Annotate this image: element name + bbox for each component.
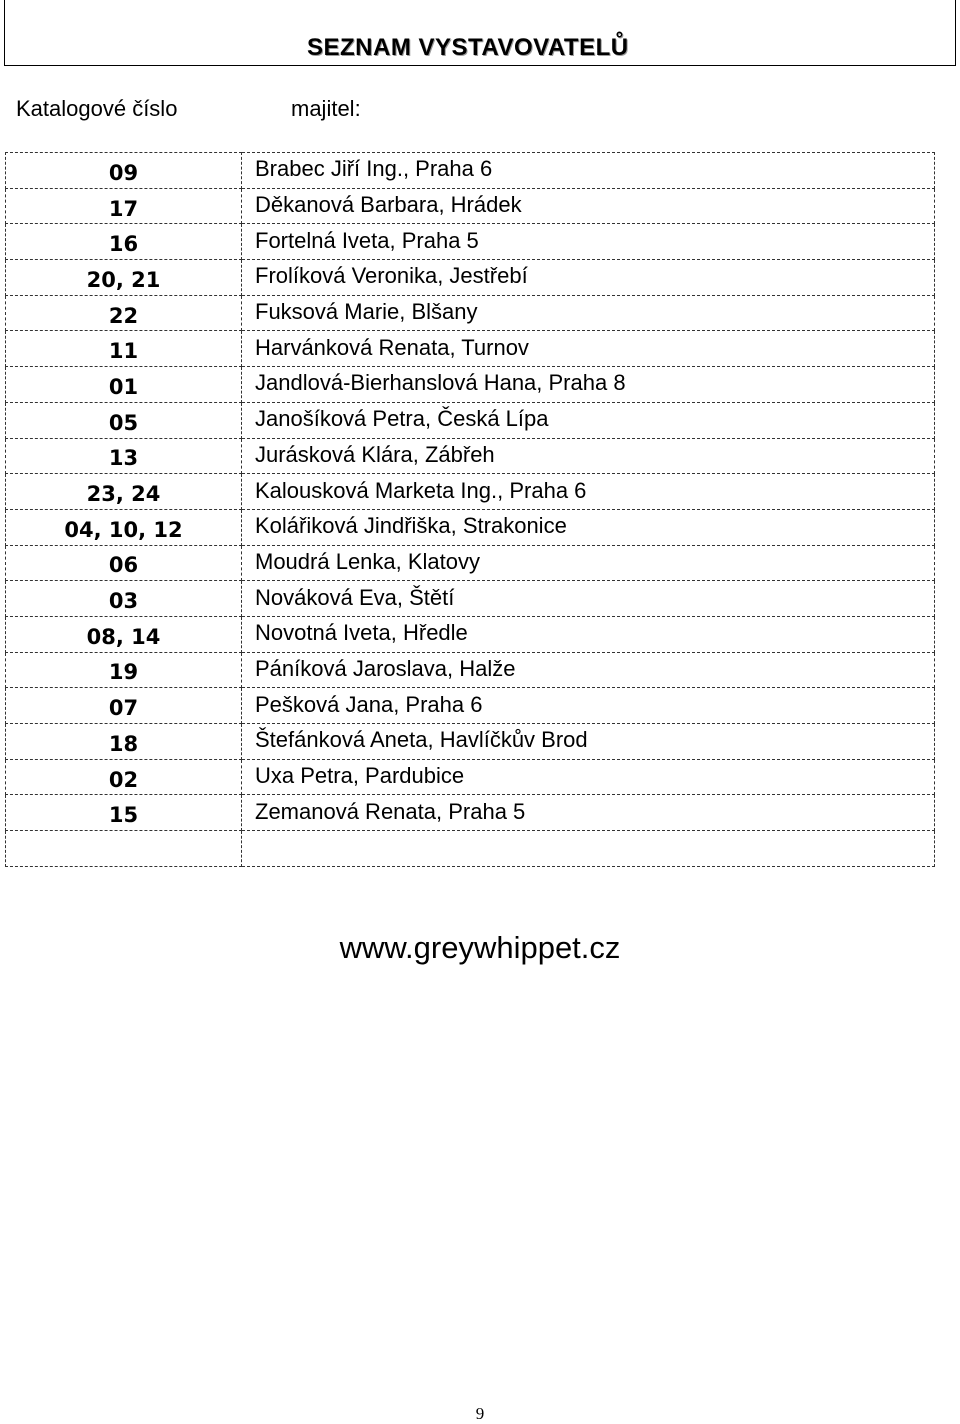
catalog-number-cell: 06 <box>6 545 242 581</box>
owner-cell: Jandlová-Bierhanslová Hana, Praha 8 <box>242 367 935 403</box>
catalog-number-cell: 22 <box>6 295 242 331</box>
table-row <box>6 224 935 260</box>
table-row <box>6 581 935 617</box>
owner-cell: Brabec Jiří Ing., Praha 6 <box>242 153 935 189</box>
owner-cell: Moudrá Lenka, Klatovy <box>242 545 935 581</box>
catalog-number-cell: 19 <box>6 652 242 688</box>
owner-cell: Kolářiková Jindřiška, Strakonice <box>242 509 935 545</box>
catalog-number-cell: 01 <box>6 367 242 403</box>
catalog-number-cell: 09 <box>6 153 242 189</box>
catalog-number-cell: 05 <box>6 402 242 438</box>
owner-cell: Jurásková Klára, Zábřeh <box>242 438 935 474</box>
website-url: www.greywhippet.cz <box>339 930 621 965</box>
table-row <box>6 724 935 760</box>
table-row <box>6 367 935 403</box>
page-title: SEZNAM VYSTAVOVATELŮ <box>307 34 629 61</box>
table-row <box>6 188 935 224</box>
empty-cell <box>6 831 242 867</box>
header-catalog-number: Katalogové číslo <box>16 96 178 121</box>
owner-cell: Fuksová Marie, Blšany <box>242 295 935 331</box>
table-row <box>6 260 935 296</box>
catalog-number-cell: 02 <box>6 759 242 795</box>
empty-table-row <box>6 831 935 867</box>
owner-cell: Děkanová Barbara, Hrádek <box>242 188 935 224</box>
exhibitor-table-body <box>6 153 935 867</box>
catalog-number-cell: 13 <box>6 438 242 474</box>
exhibitor-table <box>5 152 935 867</box>
catalog-number-cell: 03 <box>6 581 242 617</box>
catalog-number-cell: 15 <box>6 795 242 831</box>
table-row <box>6 438 935 474</box>
header-owner: majitel: <box>291 96 361 121</box>
table-row <box>6 616 935 652</box>
catalog-number-cell: 04, 10, 12 <box>6 509 242 545</box>
catalog-number-cell: 07 <box>6 688 242 724</box>
table-row <box>6 688 935 724</box>
catalog-number-cell: 16 <box>6 224 242 260</box>
empty-cell <box>242 831 935 867</box>
table-row <box>6 545 935 581</box>
owner-cell: Uxa Petra, Pardubice <box>242 759 935 795</box>
owner-cell: Páníková Jaroslava, Halže <box>242 652 935 688</box>
page-number: 9 <box>475 1404 485 1423</box>
table-row <box>6 402 935 438</box>
table-row <box>6 474 935 510</box>
table-row <box>6 331 935 367</box>
owner-cell: Frolíková Veronika, Jestřebí <box>242 260 935 296</box>
catalog-number-cell: 08, 14 <box>6 616 242 652</box>
table-row <box>6 759 935 795</box>
table-row <box>6 295 935 331</box>
owner-cell: Fortelná Iveta, Praha 5 <box>242 224 935 260</box>
catalog-number-cell: 11 <box>6 331 242 367</box>
title-box <box>4 0 956 66</box>
owner-cell: Zemanová Renata, Praha 5 <box>242 795 935 831</box>
owner-cell: Nováková Eva, Štětí <box>242 581 935 617</box>
owner-cell: Novotná Iveta, Hředle <box>242 616 935 652</box>
table-row <box>6 153 935 189</box>
owner-cell: Pešková Jana, Praha 6 <box>242 688 935 724</box>
catalog-number-cell: 20, 21 <box>6 260 242 296</box>
table-row <box>6 509 935 545</box>
owner-cell: Štefánková Aneta, Havlíčkův Brod <box>242 724 935 760</box>
table-row <box>6 795 935 831</box>
catalog-number-cell: 17 <box>6 188 242 224</box>
table-row <box>6 652 935 688</box>
catalog-number-cell: 18 <box>6 724 242 760</box>
owner-cell: Harvánková Renata, Turnov <box>242 331 935 367</box>
owner-cell: Kalousková Marketa Ing., Praha 6 <box>242 474 935 510</box>
catalog-number-cell: 23, 24 <box>6 474 242 510</box>
owner-cell: Janošíková Petra, Česká Lípa <box>242 402 935 438</box>
